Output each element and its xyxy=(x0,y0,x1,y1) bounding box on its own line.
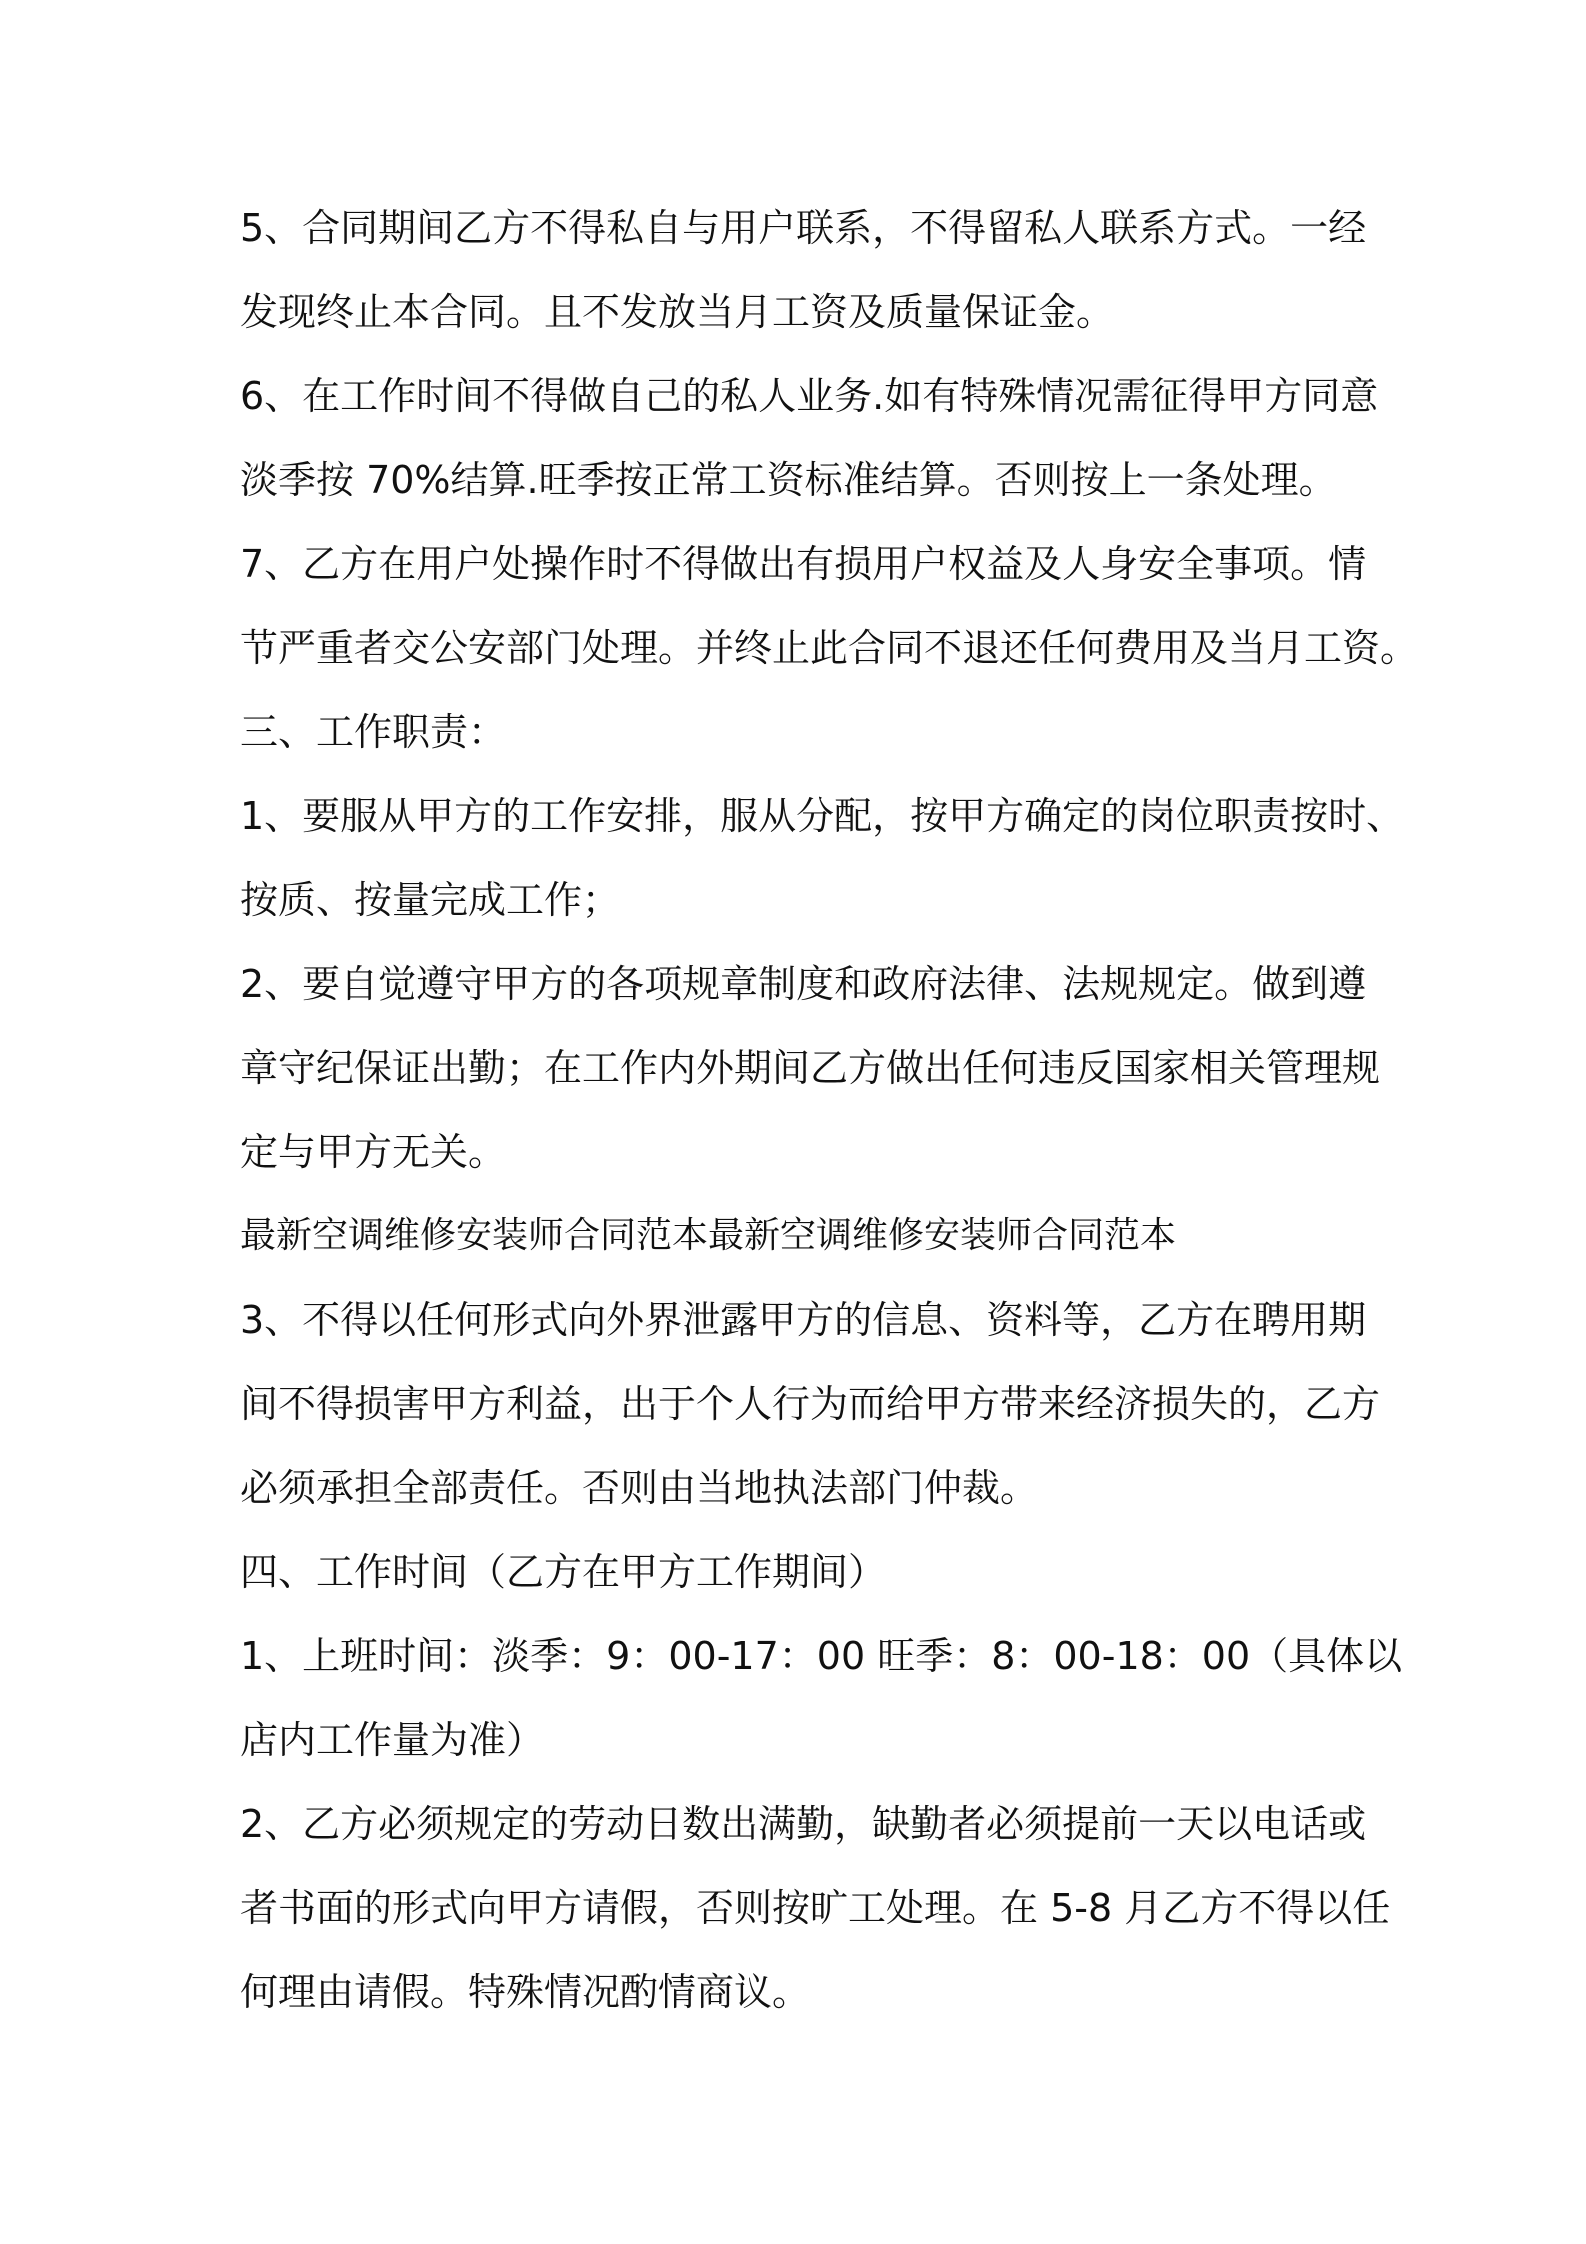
section-heading-3: 三、工作职责： xyxy=(240,710,507,754)
text-line-18: 1、上班时间：淡季：9：00-17：00 旺季：8：00-18：00（具体以 xyxy=(240,1634,1403,1678)
text-line-1: 5、合同期间乙方不得私自与用户联系，不得留私人联系方式。一经 xyxy=(240,206,1367,250)
repeated-title-line: 最新空调维修安装师合同范本最新空调维修安装师合同范本 xyxy=(240,1215,1177,1256)
text-line-14: 3、不得以任何形式向外界泄露甲方的信息、资料等，乙方在聘用期 xyxy=(240,1298,1367,1342)
text-line-12: 定与甲方无关。 xyxy=(240,1130,507,1174)
text-line-10: 2、要自觉遵守甲方的各项规章制度和政府法律、法规规定。做到遵 xyxy=(240,962,1367,1006)
section-heading-4: 四、工作时间（乙方在甲方工作期间） xyxy=(240,1550,887,1594)
text-line-21: 者书面的形式向甲方请假，否则按旷工处理。在 5-8 月乙方不得以任 xyxy=(240,1886,1391,1930)
text-line-22: 何理由请假。特殊情况酌情商议。 xyxy=(240,1970,811,2014)
text-line-20: 2、乙方必须规定的劳动日数出满勤，缺勤者必须提前一天以电话或 xyxy=(240,1802,1367,1846)
text-line-16: 必须承担全部责任。否则由当地执法部门仲裁。 xyxy=(240,1466,1039,1510)
text-line-6: 节严重者交公安部门处理。并终止此合同不退还任何费用及当月工资。 xyxy=(240,626,1419,670)
text-line-4: 淡季按 70%结算.旺季按正常工资标准结算。否则按上一条处理。 xyxy=(240,458,1337,502)
text-line-11: 章守纪保证出勤；在工作内外期间乙方做出任何违反国家相关管理规 xyxy=(240,1046,1381,1090)
text-line-5: 7、乙方在用户处操作时不得做出有损用户权益及人身安全事项。情 xyxy=(240,542,1367,586)
text-line-8: 1、要服从甲方的工作安排，服从分配，按甲方确定的岗位职责按时、 xyxy=(240,794,1405,838)
text-line-19: 店内工作量为准） xyxy=(240,1718,545,1762)
text-line-15: 间不得损害甲方利益，出于个人行为而给甲方带来经济损失的，乙方 xyxy=(240,1382,1381,1426)
text-line-3: 6、在工作时间不得做自己的私人业务.如有特殊情况需征得甲方同意 xyxy=(240,374,1379,418)
text-line-2: 发现终止本合同。且不发放当月工资及质量保证金。 xyxy=(240,290,1115,334)
text-line-9: 按质、按量完成工作； xyxy=(240,878,621,922)
